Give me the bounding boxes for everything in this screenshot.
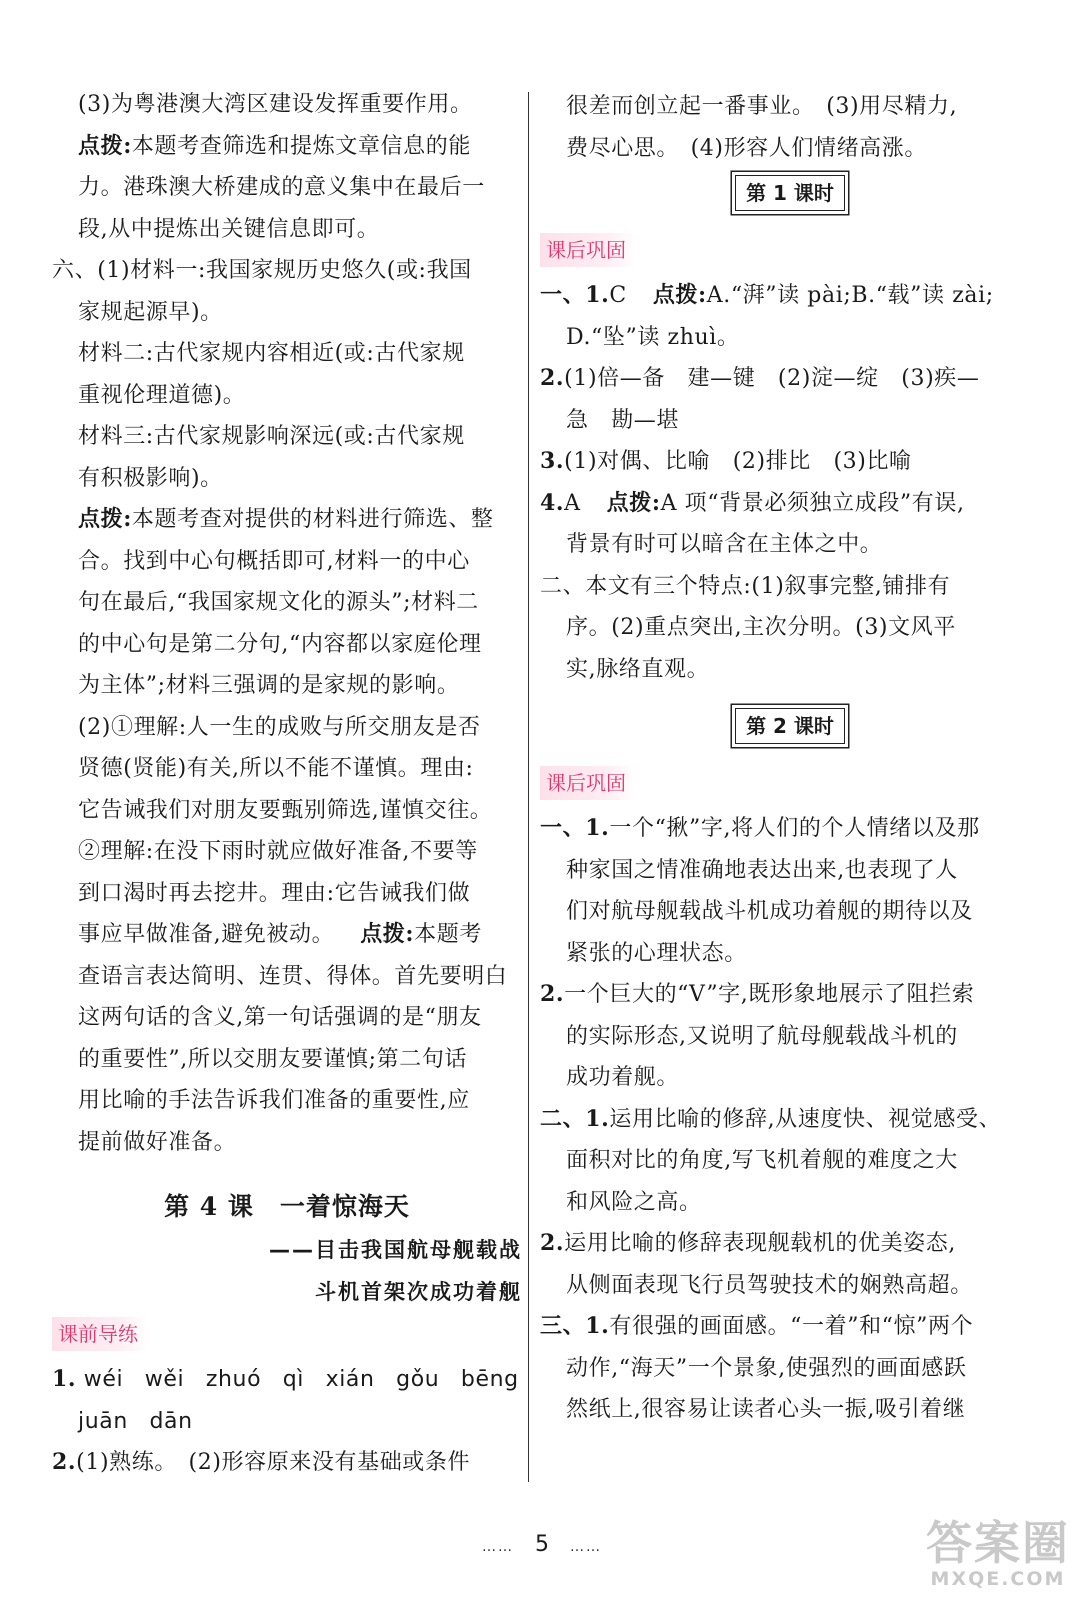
answer-1-2: 2.(1)倍—备 建—键 (2)淀—绽 (3)疾—: [540, 365, 980, 391]
text-line: 面积对比的角度,写飞机着舰的难度之大: [566, 1148, 958, 1173]
text-line: 紧张的心理状态。: [566, 940, 747, 966]
text-line: 成功着舰。: [566, 1065, 680, 1090]
text-line: 查语言表达简明、连贯、得体。首先要明白: [78, 963, 508, 989]
left-column: [52, 84, 522, 1484]
hint-label: 点拨:: [606, 489, 661, 516]
lesson-period-1: 第 1 课时: [735, 175, 845, 211]
answer-1-4: 4.A 点拨:A 项“背景必须独立成段”有误,: [540, 489, 965, 516]
answer-2: 二、本文有三个特点:(1)叙事完整,铺排有: [540, 573, 951, 599]
column-divider: [528, 92, 529, 1482]
text-line: 家规起源早)。: [78, 299, 223, 325]
text-line: 段,从中提炼出关键信息即可。: [78, 216, 380, 242]
section-tag-after-class: 课后巩固: [540, 233, 636, 267]
hint-label: 点拨:: [360, 921, 415, 947]
lesson-subtitle: 斗机首架次成功着舰: [315, 1280, 522, 1304]
lesson-subtitle: ——目击我国航母舰载战: [269, 1238, 522, 1262]
text-line: 的实际形态,又说明了航母舰载战斗机的: [566, 1023, 958, 1049]
lesson-title: 第 4 课 一着惊海天: [164, 1192, 410, 1221]
section-tag-pre-class: 课前导练: [52, 1317, 148, 1351]
text-line: 的中心句是第二分句,“内容都以家庭伦理: [78, 631, 482, 657]
lesson-period-2: 第 2 课时: [735, 708, 845, 744]
answer-1-1: 一、1.C 点拨:A.“湃”读 pài;B.“载”读 zài;: [540, 282, 994, 308]
text-line: 背景有时可以暗含在主体之中。: [566, 532, 883, 557]
text-line: (3)为粤港澳大湾区建设发挥重要作用。: [78, 92, 473, 117]
text-line: D.“坠”读 zhuì。: [566, 324, 740, 350]
text-line: 合。找到中心句概括即可,材料一的中心: [78, 548, 470, 574]
answer-1-3: 3.(1)对偶、比喻 (2)排比 (3)比喻: [540, 448, 912, 474]
text-line: 点拨:本题考查筛选和提炼文章信息的能: [78, 132, 471, 159]
text-line: 急 勘—堪: [566, 407, 680, 433]
answer-3-1: 三、1.有很强的画面感。“一着”和“惊”两个: [540, 1313, 974, 1339]
answer-2: 2.(1)熟练。 (2)形容原来没有基础或条件: [52, 1449, 471, 1475]
text-line: 材料二:古代家规内容相近(或:古代家规: [78, 341, 465, 366]
text-line: 费尽心思。 (4)形容人们情绪高涨。: [566, 135, 927, 161]
answer-1-1: 一、1.一个“揪”字,将人们的个人情绪以及那: [540, 815, 980, 841]
footer-dots: ……: [482, 1539, 514, 1555]
text-line: 重视伦理道德)。: [78, 382, 246, 408]
hint-label: 点拨:: [652, 282, 707, 308]
text-line: 然纸上,很容易让读者心头一振,吸引着继: [566, 1397, 966, 1422]
text-line: 点拨:本题考查对提供的材料进行筛选、整: [78, 506, 494, 532]
answer-2-2: 2.运用比喻的修辞表现舰载机的优美姿态,: [540, 1230, 956, 1256]
text-line: 们对航母舰载战斗机成功着舰的期待以及: [566, 899, 973, 924]
hint-label: 点拨:: [78, 506, 132, 532]
text-line: 它告诫我们对朋友要甄别筛选,谨慎交往。: [78, 797, 493, 823]
text-line: 有积极影响)。: [78, 465, 223, 491]
hint-label: 点拨:: [78, 132, 132, 159]
text-line: 从侧面表现飞行员驾驶技术的娴熟高超。: [566, 1272, 973, 1298]
text-line: 实,脉络直观。: [566, 656, 710, 682]
text-line: (2)①理解:人一生的成败与所交朋友是否: [78, 714, 481, 740]
text-line: 动作,“海天”一个景象,使强烈的画面感跃: [566, 1355, 967, 1381]
text-line: 和风险之高。: [566, 1189, 702, 1215]
text-line: ②理解:在没下雨时就应做好准备,不要等: [78, 839, 478, 864]
text-line: 材料三:古代家规影响深远(或:古代家规: [78, 424, 465, 449]
question-six: 六、(1)材料一:我国家规历史悠久(或:我国: [52, 258, 472, 283]
text-line: 的重要性”,所以交朋友要谨慎;第二句话: [78, 1046, 468, 1072]
text-line: 提前做好准备。: [78, 1129, 237, 1155]
text-line: 贤德(贤能)有关,所以不能不谨慎。理由:: [78, 756, 474, 781]
text-line: 用比喻的手法告诉我们准备的重要性,应: [78, 1088, 470, 1113]
right-column: [540, 86, 1040, 1431]
answer-1-2: 2.一个巨大的“V”字,既形象地展示了阻拦索: [540, 981, 975, 1007]
text-line: 为主体”;材料三强调的是家规的影响。: [78, 673, 460, 698]
text-line: 句在最后,“我国家规文化的源头”;材料二: [78, 590, 479, 615]
section-tag-after-class: 课后巩固: [540, 766, 636, 800]
text-line: 序。(2)重点突出,主次分明。(3)文风平: [566, 615, 956, 640]
text-line: 这两句话的含义,第一句话强调的是“朋友: [78, 1005, 482, 1030]
answer-1: 1. wéi wěi zhuó qì xián gǒu bēng: [52, 1366, 519, 1392]
footer-dots: ……: [570, 1539, 602, 1555]
watermark-logo: 答案圈: [926, 1516, 1070, 1570]
text-line: juān dān: [78, 1408, 193, 1434]
page-number: 5: [535, 1532, 549, 1557]
watermark: [926, 1518, 1070, 1590]
watermark-url: MXQE.COM: [930, 1568, 1066, 1590]
text-line: 很差而创立起一番事业。 (3)用尽精力,: [566, 94, 958, 119]
text-line: 力。港珠澳大桥建成的意义集中在最后一: [78, 175, 485, 200]
text-line: 事应早做准备,避免被动。 点拨:本题考: [78, 921, 482, 947]
answer-2-1: 二、1.运用比喻的修辞,从速度快、视觉感受、: [540, 1105, 1002, 1132]
page-footer: [0, 1532, 1084, 1557]
text-line: 到口渴时再去挖井。理由:它告诫我们做: [78, 880, 471, 906]
text-line: 种家国之情准确地表达出来,也表现了人: [566, 857, 958, 883]
